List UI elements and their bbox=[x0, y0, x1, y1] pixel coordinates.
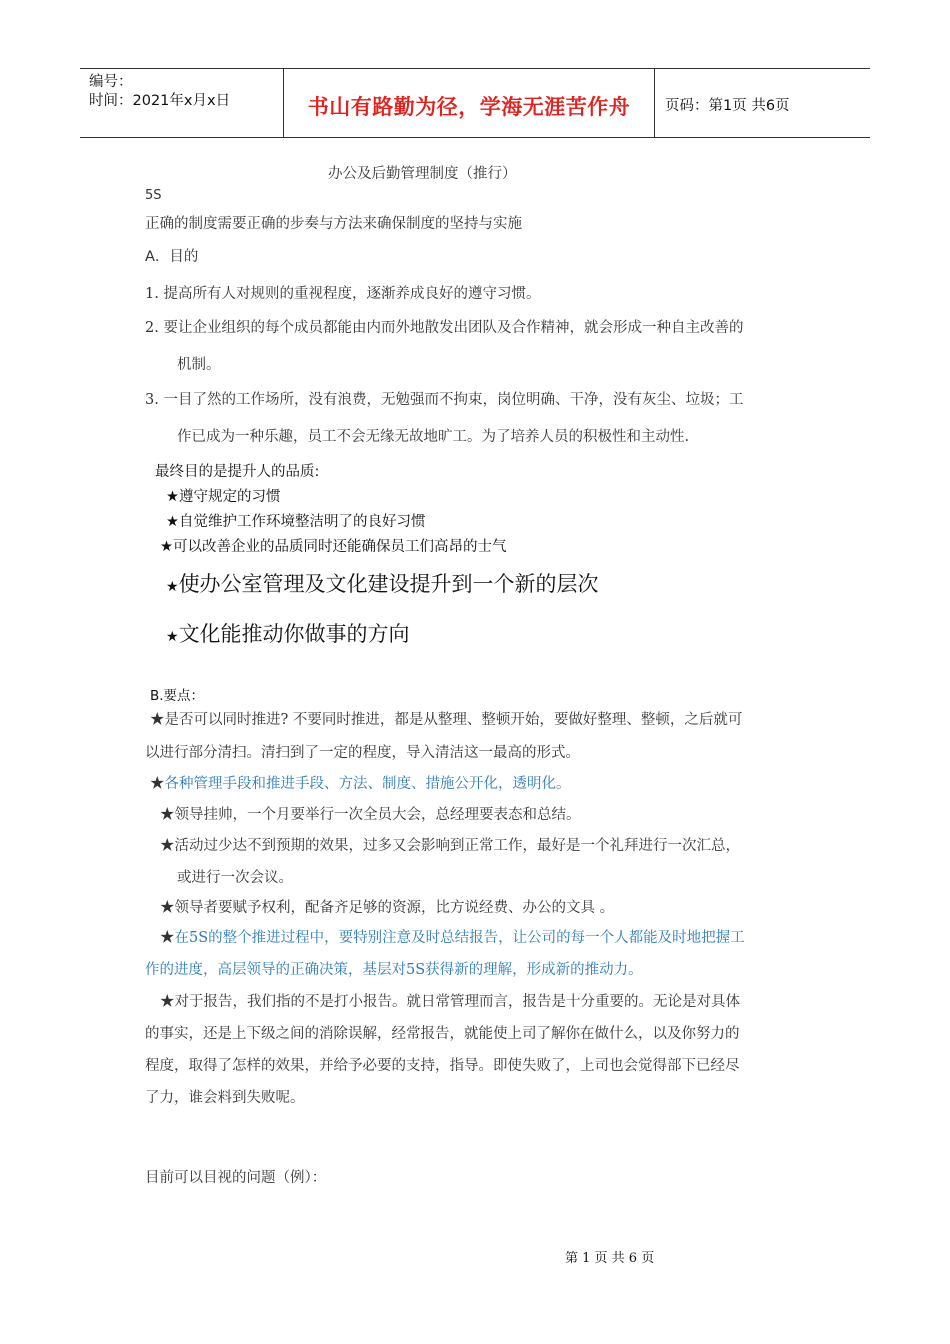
key-point-6-text: 在5S的整个推进过程中，要特别注意及时总结报告，让公司的每一个人都能及时地把握工 bbox=[174, 930, 745, 946]
goal-item-3-line1: 3. 一目了然的工作场所，没有浪费，无勉强而不拘束，岗位明确、干净，没有灰尘、垃圾；工 bbox=[145, 392, 744, 408]
key-point-7-line1: ★对于报告，我们指的不是打小报告。就日常管理而言，报告是十分重要的。无论是对具体 bbox=[160, 994, 740, 1010]
final-goal-item-large bbox=[166, 618, 410, 648]
star-icon: ★ bbox=[166, 629, 179, 645]
goal-item-2-line2: 机制。 bbox=[177, 357, 221, 373]
final-goal-item: ★遵守规定的习惯 bbox=[166, 489, 281, 505]
final-goal-item-text: 文化能推动你做事的方向 bbox=[178, 622, 410, 646]
page-footer: 第 1 页 共 6 页 bbox=[565, 1251, 655, 1266]
key-point-7-line4: 了力，谁会料到失败呢。 bbox=[145, 1090, 305, 1106]
final-goal-item-text: 使办公室管理及文化建设提升到一个新的层次 bbox=[178, 572, 599, 596]
key-point-3: ★领导挂帅，一个月要举行一次全员大会，总经理要表态和总结。 bbox=[160, 807, 581, 823]
key-point-1-line1: ★是否可以同时推进? 不要同时推进，都是从整理、整顿开始，要做好整理、整顿，之后就可 bbox=[150, 712, 743, 728]
key-point-1-line2: 以进行部分清扫。清扫到了一定的程度，导入清洁这一最高的形式。 bbox=[145, 745, 580, 761]
doc-subtitle: 5S bbox=[145, 188, 162, 203]
star-icon: ★ bbox=[166, 579, 179, 595]
final-goal-item: ★自觉维护工作环境整洁明了的良好习惯 bbox=[166, 514, 426, 530]
key-point-4-line2: 或进行一次会议。 bbox=[177, 870, 293, 886]
star-icon: ★ bbox=[160, 930, 175, 946]
doc-title: 办公及后勤管理制度（推行） bbox=[328, 166, 517, 182]
key-point-2 bbox=[150, 772, 571, 793]
document-header bbox=[80, 68, 870, 138]
visible-issues-heading: 目前可以目视的问题（例）： bbox=[145, 1170, 327, 1186]
intro-text: 正确的制度需要正确的步奏与方法来确保制度的坚持与实施 bbox=[145, 216, 522, 232]
key-point-6-line2: 作的进度，高层领导的正确决策，基层对5S获得新的理解，形成新的推动力。 bbox=[145, 962, 643, 978]
key-point-4-line1: ★活动过少达不到预期的效果，过多又会影响到正常工作，最好是一个礼拜进行一次汇总， bbox=[160, 838, 740, 854]
key-point-6-line1 bbox=[160, 926, 745, 947]
goal-item-1: 1. 提高所有人对规则的重视程度，逐渐养成良好的遵守习惯。 bbox=[145, 286, 541, 302]
section-b-heading: B.要点： bbox=[150, 688, 205, 704]
header-meta bbox=[80, 69, 283, 137]
section-a-heading: A．目的 bbox=[145, 249, 199, 265]
key-point-7-line2: 的事实，还是上下级之间的消除误解，经常报告，就能使上司了解你在做什么，以及你努力的 bbox=[145, 1026, 740, 1042]
goal-item-3-line2: 作已成为一种乐趣，员工不会无缘无故地旷工。为了培养人员的积极性和主动性. bbox=[177, 429, 690, 445]
key-point-2-text: 各种管理手段和推进手段、方法、制度、措施公开化，透明化。 bbox=[164, 776, 571, 792]
motto: 书山有路勤为径，学海无涯苦作舟 bbox=[307, 95, 631, 119]
header-motto-cell bbox=[283, 69, 655, 137]
final-goal-heading: 最终目的是提升人的品质: bbox=[155, 464, 320, 480]
star-icon: ★ bbox=[150, 776, 165, 792]
header-page-label: 页码：第1页 共6页 bbox=[665, 98, 790, 114]
goal-item-2-line1: 2. 要让企业组织的每个成员都能由内而外地散发出团队及合作精神，就会形成一种自主改善的 bbox=[145, 320, 744, 336]
final-goal-item-large bbox=[166, 568, 599, 598]
key-point-7-line3: 程度，取得了怎样的效果，并给予必要的支持，指导。即使失败了，上司也会觉得部下已经尽 bbox=[145, 1058, 740, 1074]
number-label: 编号： bbox=[89, 74, 133, 90]
time-label: 时间：2021年x月x日 bbox=[89, 93, 231, 109]
final-goal-item: ★可以改善企业的品质同时还能确保员工们高昂的士气 bbox=[160, 539, 507, 555]
key-point-5: ★领导者要赋予权利，配备齐足够的资源，比方说经费、办公的文具 。 bbox=[160, 900, 615, 916]
